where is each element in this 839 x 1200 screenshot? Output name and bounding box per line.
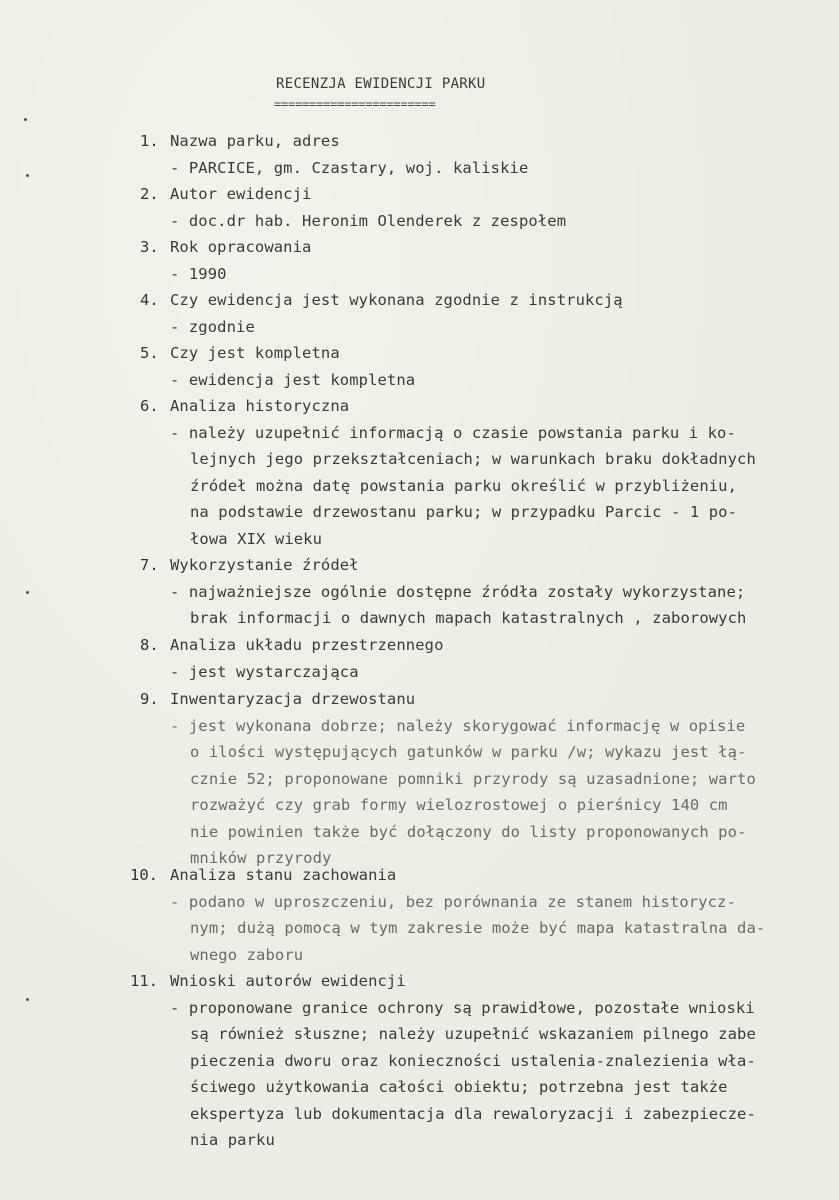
item-line: źródeł można datę powstania parku określić w przybliżeniu, xyxy=(190,476,738,495)
item-line: - 1990 xyxy=(170,264,227,283)
item-number: 4. xyxy=(140,291,159,309)
item-line: nia parku xyxy=(190,1131,275,1149)
item-heading: Czy jest kompletna xyxy=(170,344,340,362)
margin-mark xyxy=(24,118,27,121)
item-line: cznie 52; proponowane pomniki przyrody są uzasadnione; warto xyxy=(190,769,756,788)
item-line: - ewidencja jest kompletna xyxy=(170,370,416,389)
item-heading: Inwentaryzacja drzewostanu xyxy=(170,690,416,708)
item-line: łowa XIX wieku xyxy=(190,529,323,548)
item-heading: Czy ewidencja jest wykonana zgodnie z instrukcją xyxy=(170,291,623,309)
item-line: na podstawie drzewostanu parku; w przypadku Parcic - 1 po- xyxy=(190,503,738,521)
item-line: nym; dużą pomocą w tym zakresie może być mapa katastralna da- xyxy=(190,919,766,937)
margin-mark xyxy=(26,174,29,177)
item-line: rozważyć czy grab formy wielozrostowej o pierśnicy 140 cm xyxy=(190,796,728,814)
item-line: - należy uzupełnić informacją o czasie powstania parku i ko- xyxy=(170,423,736,442)
item-number: 6. xyxy=(140,397,159,415)
item-line: ściwego użytkowania całości obiektu; potrzebna jest także xyxy=(190,1078,728,1096)
item-line: ekspertyza lub dokumentacja dla rewaloryzacji i zabezpiecze- xyxy=(190,1104,756,1123)
item-heading: Autor ewidencji xyxy=(170,185,312,203)
item-line: - podano w uproszczeniu, bez porównania ze stanem historycz- xyxy=(170,892,736,911)
item-number: 5. xyxy=(140,344,159,362)
item-number: 1. xyxy=(140,132,159,150)
item-number: 2. xyxy=(140,185,159,203)
item-number: 3. xyxy=(140,238,159,256)
item-line: nie powinien także być dołączony do listy proponowanych po- xyxy=(190,822,747,841)
item-line: - PARCICE, gm. Czastary, woj. kaliskie xyxy=(170,158,529,177)
margin-mark xyxy=(26,591,29,594)
item-number: 11. xyxy=(130,972,158,990)
item-line: - najważniejsze ogólnie dostępne źródła zostały wykorzystane; xyxy=(170,582,746,601)
item-line: - jest wykonana dobrze; należy skorygować informację w opisie xyxy=(170,716,746,735)
item-line: mników przyrody xyxy=(190,849,332,867)
item-heading: Wykorzystanie źródeł xyxy=(170,556,359,574)
item-heading: Analiza układu przestrzennego xyxy=(170,636,444,654)
item-line: brak informacji o dawnych mapach katastralnych , zaborowych xyxy=(190,609,747,627)
title-underline: ======================= xyxy=(274,97,436,111)
item-line: są również słuszne; należy uzupełnić wskazaniem pilnego zabe xyxy=(190,1025,756,1043)
item-line: pieczenia dworu oraz konieczności ustalenia-znalezienia wła- xyxy=(190,1051,756,1070)
item-heading: Analiza stanu zachowania xyxy=(170,866,397,884)
item-line: lejnych jego przekształceniach; w warunkach braku dokładnych xyxy=(190,450,756,468)
item-line: - jest wystarczająca xyxy=(170,662,359,681)
item-line: - doc.dr hab. Heronim Olenderek z zespołem xyxy=(170,211,567,230)
item-heading: Wnioski autorów ewidencji xyxy=(170,972,406,990)
item-heading: Rok opracowania xyxy=(170,238,312,256)
item-number: 7. xyxy=(140,556,159,574)
item-heading: Nazwa parku, adres xyxy=(170,132,340,150)
item-number: 9. xyxy=(140,690,159,708)
item-number: 10. xyxy=(130,866,158,884)
margin-mark xyxy=(26,998,29,1001)
document-title: RECENZJA EWIDENCJI PARKU xyxy=(276,76,486,92)
item-line: - zgodnie xyxy=(170,317,255,336)
item-line: o ilości występujących gatunków w parku /w; wykazu jest łą- xyxy=(190,743,747,761)
item-line: wnego zaboru xyxy=(190,945,304,964)
item-heading: Analiza historyczna xyxy=(170,397,350,415)
item-number: 8. xyxy=(140,636,159,654)
item-line: - proponowane granice ochrony są prawidłowe, pozostałe wnioski xyxy=(170,998,755,1017)
